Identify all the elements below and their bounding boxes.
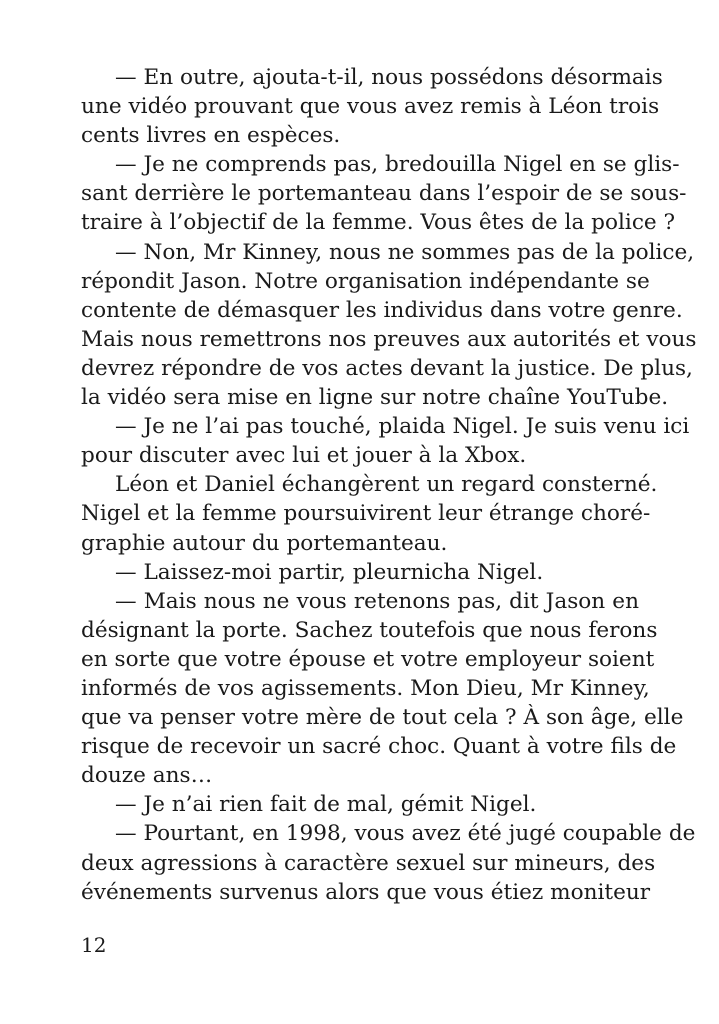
text-line: cents livres en espèces. [81, 123, 341, 149]
text-line: en sorte que votre épouse et votre employeur soient [81, 646, 655, 672]
text-line: risque de recevoir un sacré choc. Quant à votre fils de [81, 734, 677, 760]
text-line: sant derrière le portemanteau dans l’espoir de se sous- [81, 181, 687, 207]
text-line: — Je n’ai rien fait de mal, gémit Nigel. [115, 792, 537, 818]
text-line: — En outre, ajouta-t-il, nous possédons désormais [115, 65, 663, 90]
text-line: graphie autour du portemanteau. [81, 530, 448, 556]
text-line: répondit Jason. Notre organisation indépendante se [81, 268, 650, 294]
text-line: la vidéo sera mise en ligne sur notre chaîne YouTube. [81, 385, 669, 411]
text-line: que va penser votre mère de tout cela ? À son âge, elle [81, 705, 684, 731]
text-line: pour discuter avec lui et jouer à la Xbox. [81, 443, 527, 469]
text-line: devrez répondre de vos actes devant la justice. De plus, [81, 355, 693, 381]
text-line: — Mais nous ne vous retenons pas, dit Jason en [115, 588, 639, 614]
page-number: 12 [81, 933, 107, 957]
body-text [81, 63, 697, 907]
text-line: deux agressions à caractère sexuel sur mineurs, des [81, 850, 656, 876]
text-line: Mais nous remettrons nos preuves aux autorités et vous [81, 326, 697, 352]
text-line: désignant la porte. Sachez toutefois que nous ferons [81, 617, 658, 643]
text-line: — Laissez-moi partir, pleurnicha Nigel. [115, 559, 544, 585]
text-line: Nigel et la femme poursuivirent leur étrange choré- [81, 501, 651, 527]
text-line: une vidéo prouvant que vous avez remis à Léon trois [81, 94, 660, 120]
text-line: informés de vos agissements. Mon Dieu, Mr Kinney, [81, 675, 650, 701]
text-line: — Je ne l’ai pas touché, plaida Nigel. Je suis venu ici [115, 414, 690, 440]
text-line: contente de démasquer les individus dans votre genre. [81, 297, 683, 323]
text-line: Léon et Daniel échangèrent un regard consterné. [115, 472, 658, 498]
text-line: — Je ne comprends pas, bredouilla Nigel en se glis- [115, 152, 680, 178]
text-line: événements survenus alors que vous étiez moniteur [81, 879, 651, 905]
text-line: — Pourtant, en 1998, vous avez été jugé coupable de [115, 821, 696, 847]
text-line: douze ans… [81, 763, 213, 789]
text-line: traire à l’objectif de la femme. Vous êtes de la police ? [81, 210, 676, 236]
text-line: — Non, Mr Kinney, nous ne sommes pas de la police, [115, 239, 695, 265]
